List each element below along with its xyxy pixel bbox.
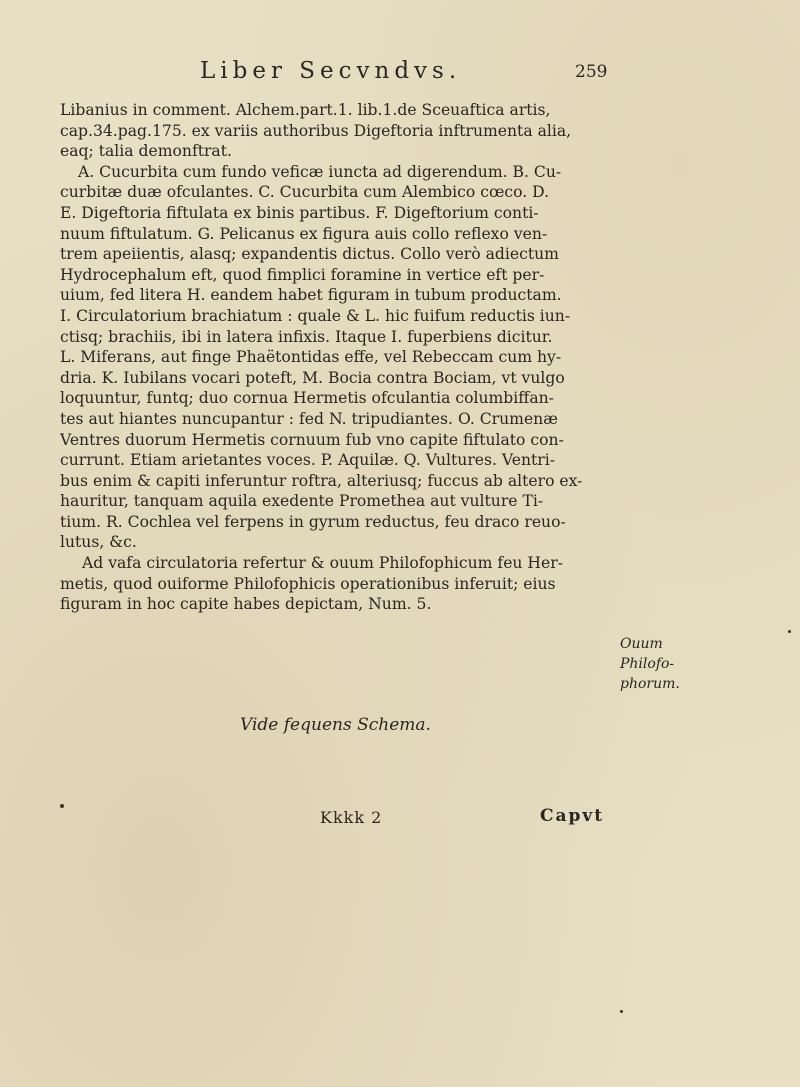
text-line: E. Digeftoria fiftulata ex binis partibus. F. Digeftorium conti- [60, 203, 539, 222]
text-line: cap.34.pag.175. ex variis authoribus Digeftoria inftrumenta alia, [60, 121, 572, 140]
figure-reference: Vide fequens Schema. [240, 715, 431, 735]
text-line: nuum fiftulatum. G. Pelicanus ex figura auis collo reflexo ven- [60, 224, 548, 243]
text-line: figuram in hoc capite habes depictam, Num. 5. [60, 595, 432, 614]
text-line: L. Miferans, aut finge Phaëtontidas effe, vel Rebeccam cum hy- [60, 348, 562, 367]
text-line: lutus, &c. [60, 533, 137, 552]
text-line: hauritur, tanquam aquila exedente Promethea aut vulture Ti- [60, 492, 544, 511]
text-line: dria. K. Iubilans vocari poteft, M. Bocia contra Bociam, vt vulgo [60, 368, 565, 387]
text-line: Libanius in comment. Alchem.part.1. lib.1.de Sceuaftica artis, [60, 101, 551, 119]
catchword: Capvt [540, 806, 605, 826]
ink-speck [60, 804, 64, 808]
page-number: 259 [575, 62, 608, 82]
text-line: metis, quod ouiforme Philofophicis operationibus inferuit; eius [60, 574, 556, 593]
margin-note-line: phorum. [620, 676, 680, 692]
text-line: uium, fed litera H. eandem habet figuram in tubum productam. [60, 286, 562, 305]
text-line: loquuntur, funtq; duo cornua Hermetis ofculantia columbiffan- [60, 389, 554, 408]
text-line: Ad vafa circulatoria refertur & ouum Philofophicum feu Her- [82, 554, 563, 573]
text-line: tes aut hiantes nuncupantur : fed N. tripudiantes. O. Crumenæ [60, 409, 558, 428]
running-head: Liber Secvndvs. [200, 58, 462, 84]
body-text [60, 100, 632, 615]
text-line: curbitæ duæ ofculantes. C. Cucurbita cum Alembico cœco. D. [60, 183, 550, 202]
text-line: trem apeiientis, alasq; expandentis dictus. Collo verò adiectum [60, 245, 559, 264]
text-line: Ventres duorum Hermetis cornuum fub vno capite fiftulato con- [60, 430, 564, 449]
signature-mark: Kkkk 2 [320, 808, 383, 827]
text-line: tium. R. Cochlea vel ferpens in gyrum reductus, feu draco reuo- [60, 512, 566, 531]
ink-speck [788, 630, 791, 633]
marginal-note [620, 634, 710, 694]
text-line: A. Cucurbita cum fundo veficæ iuncta ad digerendum. B. Cu- [78, 162, 562, 181]
text-line: I. Circulatorium brachiatum : quale & L. hic fuifum reductis iun- [60, 306, 571, 325]
margin-note-line: Philofo- [620, 656, 675, 672]
text-line: eaq; talia demonftrat. [60, 142, 232, 161]
text-line: Hydrocephalum eft, quod fimplici foramine in vertice eft per- [60, 265, 545, 284]
ink-speck [620, 1010, 623, 1013]
text-line: ctisq; brachiis, ibi in latera infixis. Itaque I. fuperbiens dicitur. [60, 327, 553, 346]
paragraph-2 [60, 553, 632, 615]
text-line: currunt. Etiam arietantes voces. P. Aquilæ. Q. Vultures. Ventri- [60, 451, 556, 470]
margin-note-line: Ouum [620, 636, 663, 652]
text-line: bus enim & capiti inferuntur roftra, alteriusq; fuccus ab altero ex- [60, 471, 583, 490]
paragraph-1 [60, 100, 632, 553]
